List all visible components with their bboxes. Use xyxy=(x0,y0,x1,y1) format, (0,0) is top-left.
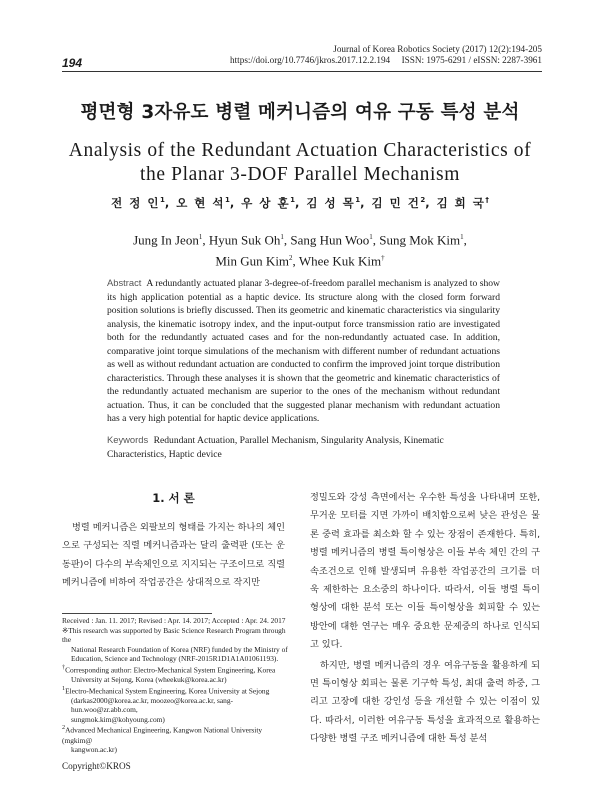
keywords-text: Redundant Actuation, Parallel Mechanism, Singularity Analysis, Kinematic Characteristics, Haptic device xyxy=(107,435,444,460)
abstract-text: A redundantly actuated planar 3-degree-of-freedom parallel mechanism is analyzed to show its high application potential as a haptic device. Its structure along with the closed form forward position solutions is briefly discussed. Then its geometric and kinematic characteristics via singularity analysis, the kinematic isotropy index, and the input-output force transmission ratio are investigated both for the redundantly actuated cases and for the non-redundantly actuated case. In addition, comparative joint torque simulations of the mechanism with different number of redundant actuations as well as without redundant actuation are conducted to confirm the improved joint torque distribution characteristics. Through these analyses it is shown that the geometric and kinematic characteristics of the redundantly actuated mechanism are superior to the ones of the mechanism without redundant actuation. Thus, it can be concluded that the suggested planar mechanism with redundant actuation has a very high potential for haptic device applications. xyxy=(107,278,500,424)
author-en: Min Gun Kim xyxy=(215,253,290,269)
author-ko: 김 희 국 xyxy=(436,196,486,210)
author-en-sup: 1 xyxy=(198,233,203,241)
footnote-corresponding xyxy=(62,664,288,675)
keywords-label: Keywords xyxy=(107,434,149,445)
body-text-left xyxy=(62,519,285,593)
page-header xyxy=(62,44,542,70)
left-column xyxy=(62,490,285,593)
author-ko: 오 현 석 xyxy=(176,196,226,210)
issn: ISSN: 1975-6291 / eISSN: 2287-3961 xyxy=(401,55,542,65)
doi-issn-line xyxy=(62,55,542,66)
author-ko-sup: 1 xyxy=(159,196,165,205)
title-english xyxy=(40,139,560,187)
header-rule xyxy=(62,71,542,72)
doi-link[interactable]: https://doi.org/10.7746/jkros.2017.12.2.194 xyxy=(230,55,391,65)
author-en-sup: † xyxy=(381,254,385,263)
footnote-funding: ※This research was supported by Basic Science Research Program through the xyxy=(62,625,286,645)
author-ko-sup: 2 xyxy=(420,196,426,205)
author-ko: 김 성 목 xyxy=(306,196,356,210)
footnote-funding: National Research Foundation of Korea (NRF) funded by the Ministry of xyxy=(71,644,288,654)
footnote-affiliation: (darkas2000@korea.ac.kr, moozeo@korea.ac.kr, sang-hun.woo@zr.abb.com, xyxy=(71,695,233,715)
author-ko-sup: 1 xyxy=(355,196,361,205)
author-ko: 우 상 훈 xyxy=(241,196,291,210)
paragraph: 병렬 메커니즘은 외팔보의 형태를 가지는 하나의 체인으로 구성되는 직렬 메커니즘과는 달리 출력판 (또는 운동판)이 다수의 부속체인으로 지지되는 구조이므로 직렬 메커니즘에 비하여 작업공간은 상대적으로 작지만 xyxy=(62,522,285,589)
copyright: Copyright©KROS xyxy=(62,761,131,771)
author-en-sup: 1 xyxy=(280,233,284,241)
title-english-line-2: the Planar 3-DOF Parallel Mechanism xyxy=(140,164,460,185)
author-en: Jung In Jeon xyxy=(133,232,199,248)
paragraph: 정밀도와 강성 측면에서는 우수한 특성을 나타내며 또한, 무거운 모터를 지면 가까이 배치함으로써 낮은 관성은 물론 중력 효과를 최소화 할 수 있는 장점이 존재한다. 특히, 병렬 메커니즘의 병렬 특이형상은 이들 부속 체인 간의 구속조건으로 인해 발생되며 유용한 작업공간의 크기를 더욱 제한하는 요소중의 하나이다. 따라서, 이들 병렬 특이형상에 대한 분석 또는 이들 특이형상을 회피할 수 있는 방안에 대한 연구는 매우 중요한 문제중의 하나로 인식되고 있다. xyxy=(310,492,540,651)
author-ko-sup: † xyxy=(485,196,489,205)
paragraph: 하지만, 병렬 메커니즘의 경우 여유구동을 활용하게 되면 특이형상 회피는 물론 기구학 특성, 최대 출력 하중, 그리고 고장에 대한 강인성 등을 개선할 수 있는 이점이 있다. 따라서, 이러한 여유구동 특성을 효과적으로 활용하는 다양한 병렬 구조 메커니즘에 대한 특성 분석 xyxy=(310,659,540,745)
abstract-label: Abstract xyxy=(107,277,142,288)
right-column xyxy=(310,489,540,749)
author-en-sup: 1 xyxy=(369,233,373,241)
authors-english: Jung In Jeon$^1$, Hyun Suk Oh$^1$, Sang Hun Woo$^1$, Sung Mok Kim$^1$, Min Gun Kim$^2$, Whee Kuk Kim† xyxy=(133,232,467,269)
footnote-text: Advanced Mechanical Engineering, Kangwon National University (mgkim@ xyxy=(62,725,263,745)
author-en: Hyun Suk Oh xyxy=(208,232,281,248)
footnote-affiliation xyxy=(62,685,288,696)
author-ko-sup: 1 xyxy=(225,196,230,205)
author-en: Sung Mok Kim xyxy=(379,232,461,248)
footnote-sup: † xyxy=(62,664,66,671)
title-korean: 평면형 3자유도 병렬 메커니즘의 여유 구동 특성 분석 xyxy=(80,102,520,123)
keywords xyxy=(107,433,500,461)
author-en-sup: 2 xyxy=(289,254,293,263)
footnote-affiliation xyxy=(62,724,288,745)
footnote-affiliation: kangwon.ac.kr) xyxy=(71,745,117,755)
footnotes xyxy=(62,616,288,755)
abstract xyxy=(107,276,500,426)
footnote-text: Corresponding author: Electro-Mechanical System Engineering, Korea xyxy=(65,665,276,675)
footnote-sup: 2 xyxy=(62,725,66,732)
title-english-line-1: Analysis of the Redundant Actuation Characteristics of xyxy=(68,140,532,161)
body-text-right xyxy=(310,489,540,749)
footnote-text: Electro-Mechanical System Engineering, Korea University at Sejong xyxy=(65,686,270,696)
footnote-affiliation: sungmok.kim@kohyoung.com) xyxy=(71,714,165,724)
author-en-sup: 1 xyxy=(460,233,464,241)
authors-korean: 전 정 인$^1$, 오 현 석$^1$, 우 상 훈$^1$, 김 성 목$^1$, 김 민 건$^2$, 김 희 국† xyxy=(111,196,489,210)
footnote-rule xyxy=(62,613,212,614)
author-ko: 전 정 인 xyxy=(111,196,160,210)
author-en: Whee Kuk Kim xyxy=(298,253,382,269)
footnote-funding: Education, Science and Technology (NRF-2015R1D1A1A01061193). xyxy=(71,654,279,664)
section-heading-introduction: 1. 서 론 xyxy=(152,491,195,505)
author-ko: 김 민 건 xyxy=(371,196,421,210)
footnote-corresponding: University at Sejong, Korea (wheekuk@korea.ac.kr) xyxy=(71,675,227,685)
footnote-sup: 1 xyxy=(62,685,66,692)
footnote-received: Received : Jan. 11. 2017; Revised : Apr. 14. 2017; Accepted : Apr. 24. 2017 xyxy=(62,616,286,625)
page-number: 194 xyxy=(62,56,83,70)
journal-citation: Journal of Korea Robotics Society (2017) 12(2):194-205 xyxy=(333,44,542,54)
author-en: Sang Hun Woo xyxy=(290,232,370,248)
author-ko-sup: 1 xyxy=(290,196,295,205)
